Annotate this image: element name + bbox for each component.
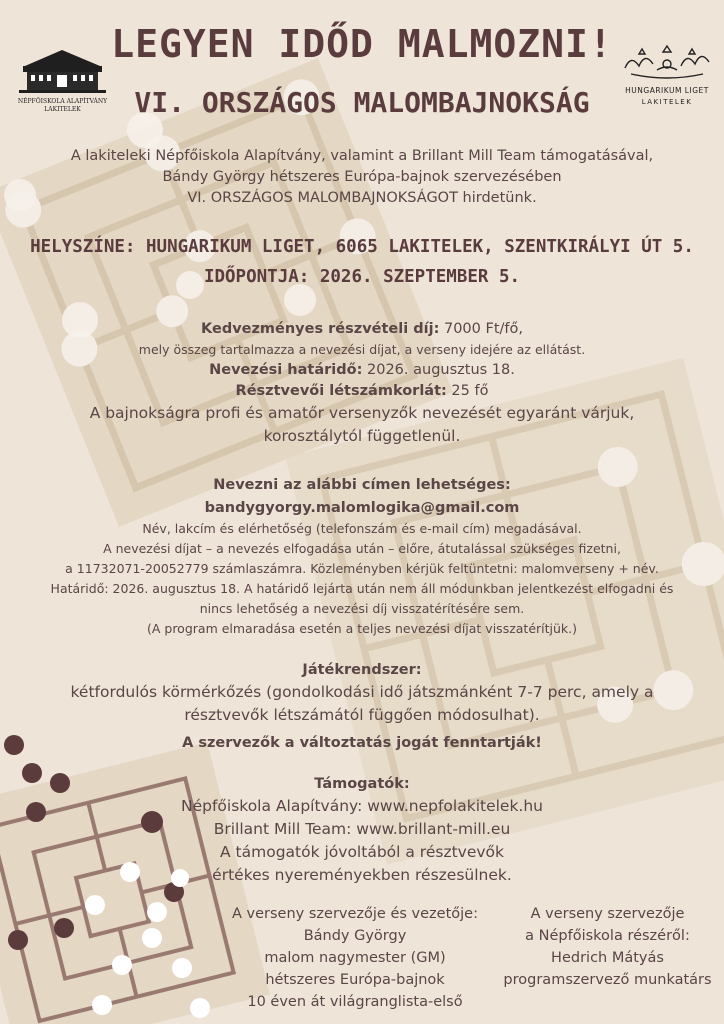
page-subtitle: VI. ORSZÁGOS MALOMBAJNOKSÁG xyxy=(134,86,590,119)
logo-caption: NÉPFŐISKOLA ALAPÍTVÁNY LAKITELEK xyxy=(17,98,108,113)
intro-text: A lakiteleki Népfőiskola Alapítvány, valamint a Brillant Mill Team támogatásával, Bándy György hétszeres Európa-bajnok szervezésében VI. ORSZÁGOS MALOMBAJNOKSÁGOT hirdetünk. xyxy=(70,148,654,206)
sponsors-section: Támogatók: Népfőiskola Alapítvány: www.nepfolakitelek.hu Brillant Mill Team: www.brillant-mill.eu A támogatók jóvoltából a résztvevők értékes nyereményekben részesülnek. xyxy=(180,776,544,884)
organizer-right: A verseny szervezője a Népfőiskola részéről: Hedrich Mátyás programszervező munkatárs xyxy=(503,906,712,988)
building-icon xyxy=(15,44,110,96)
game-system-section: Játékrendszer: kétfordulós körmérkőzés (gondolkodási idő játszmánként 7-7 perc, amely a résztvevők létszámától függően módosulhat). A szervezők a változtatás jogát fenntartják! xyxy=(70,662,654,751)
page-title: LEGYEN IDŐD MALMOZNI! xyxy=(111,22,613,66)
organizer-left: A verseny szervezője és vezetője: Bándy György malom nagymester (GM) hétszeres Európa-bajnok 10 éven át világranglista-első xyxy=(232,906,478,1010)
fees-section: Kedvezményes részvételi díj: 7000 Ft/fő, mely összeg tartalmazza a nevezési díjat, a verseny idejére az ellátást. Nevezési határidő: 2026. augusztus 18. Résztvevői létszámkorlát: 25 fő A bajnokságra profi és amatőr versenyzők nevezését egyaránt várjuk, korosztálytól függetlenül. xyxy=(89,321,635,445)
venue: HELYSZÍNE: HUNGARIKUM LIGET, 6065 LAKITELEK, SZENTKIRÁLYI ÚT 5. xyxy=(30,237,694,257)
event-date: IDŐPONTJA: 2026. SZEPTEMBER 5. xyxy=(203,267,521,287)
logo-caption-sub: LAKITELEK xyxy=(641,98,693,106)
nepfoiskola-logo xyxy=(15,44,110,114)
notice: A szervezők a változtatás jogát fenntartják! xyxy=(182,735,542,751)
floral-ornament-icon xyxy=(617,42,717,82)
registration-email[interactable]: bandygyorgy.malomlogika@gmail.com xyxy=(204,500,520,516)
hungarikum-liget-logo xyxy=(617,42,717,112)
location-date xyxy=(10,232,714,292)
registration-section: Nevezni az alábbi címen lehetséges: bandygyorgy.malomlogika@gmail.com Név, lakcím és elérhetőség (telefonszám és e-mail cím) megadásával. A nevezési díjat – a nevezés elfogadása után – előre, átutalással szükséges fizetni, a 11732071-20052779 számlaszámra. Közleményben kérjük feltüntetni: malomverseny + név. Határidő: 2026. augusztus 18. A határidő lejárta után nem áll módunkban jelentkezést elfogadni és nincs lehetőség a nevezési díj visszatérítésére sem. (A program elmaradása esetén a teljes nevezési díjat visszatérítjük.) xyxy=(50,477,674,636)
logo-caption: HUNGARIKUM LIGET xyxy=(625,86,709,95)
